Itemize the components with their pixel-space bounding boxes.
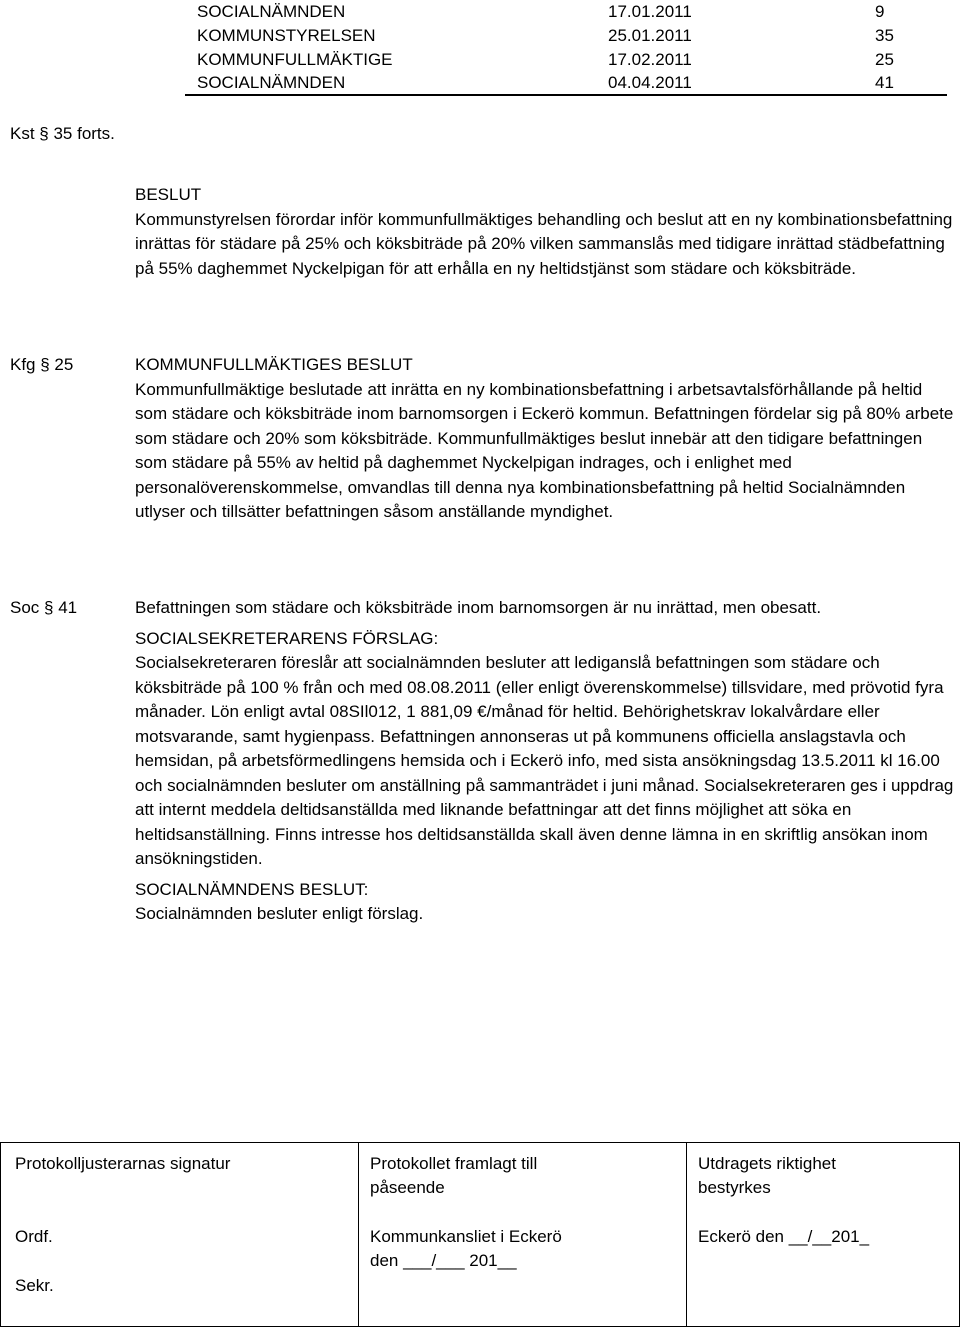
header-date: 17.01.2011: [608, 2, 692, 21]
footer-posted-title: Protokollet framlagt till: [370, 1154, 538, 1173]
section-body: [135, 183, 955, 281]
footer-posted-place: Kommunkansliet i Eckerö: [370, 1227, 562, 1246]
section-heading: SOCIALNÄMNDENS BESLUT:: [135, 879, 369, 899]
section-text: Kommunstyrelsen förordar inför kommunfullmäktiges behandling och beslut att en ny kombinationsbefattning inrättas för städare på 25% och köksbiträde på 20% vilken sammanslås med tidigare inrättad städbefattning på 55% daghemmet Nyckelpigan för att erhålla en ny heltidstjänst som städare och köksbiträde.: [135, 209, 953, 278]
header-date: 25.01.2011: [608, 26, 692, 45]
header-paragraph: 41: [875, 73, 894, 92]
section-text: Socialsekreteraren föreslår att socialnämnden besluter att lediganslå befattningen som städare och köksbiträde på 100 % från och med 08.08.2011 (eller enligt överenskommelse) tillsvidare, med prövotid fyra månader. Lön enligt avtal 08SIl012, 1 881,09 €/månad för heltid. Behörighetskrav lokalvårdare eller motsvarande, samt hygienpass. Befattningen annonseras ut på kommunens officiella anslagstavla och hemsidan, på arbetsförmedlingens hemsida och i Eckerö info, med sista ansökningsdag 13.5.2011 kl 16.00 och socialnämnden besluter om anställning på sammanträdet i juni månad. Socialsekreteraren ges i uppdrag att internt meddela deltidsanställda med liknande befattningar att det finns möjlighet att söka en heltidsanställning. Finns intresse hos deltidsanställda skall även denne lämna in en skriftlig ansökan inom ansökningstiden.: [135, 653, 954, 868]
footer-top-rule: [0, 1142, 960, 1143]
header-table: [0, 0, 960, 97]
header-body: SOCIALNÄMNDEN: [197, 2, 346, 21]
header-body: SOCIALNÄMNDEN: [197, 73, 346, 92]
section-heading: KOMMUNFULLMÄKTIGES BESLUT: [135, 355, 413, 374]
footer-signature-title: Protokolljusterarnas signatur: [15, 1154, 231, 1173]
header-row: [0, 0, 960, 24]
header-row: [0, 48, 960, 72]
header-date: 04.04.2011: [608, 73, 692, 92]
section-body: [135, 596, 955, 927]
section-text: Kommunfullmäktige beslutade att inrätta en ny kombinationsbefattning i arbetsavtalsförhållande på heltid som städare och köksbiträde inom barnomsorgen i Eckerö kommun. Befattningen fördelar sig på 80% arbete som städare och 20% som köksbiträde. Kommunfullmäktiges beslut innebär att den tidigare befattningen som städare på 55% av heltid på daghemmet Nyckelpigan indrages, och i enlighet med personalöverenskommelse, omvandlas till denna nya kombinationsbefattning på heltid Socialnämnden utlyser och tillsätter befattningen såsom anställande myndighet.: [135, 379, 954, 521]
header-body: KOMMUNFULLMÄKTIGE: [197, 50, 393, 69]
header-paragraph: 9: [875, 2, 885, 21]
header-body: KOMMUNSTYRELSEN: [197, 26, 376, 45]
header-row: [0, 24, 960, 48]
continuation-label: Kst § 35 forts.: [10, 124, 115, 143]
section-intro: Befattningen som städare och köksbiträde inom barnomsorgen är nu inrättad, men obesatt.: [135, 598, 822, 617]
footer-ordf: Ordf.: [15, 1227, 53, 1246]
header-paragraph: 25: [875, 50, 894, 69]
footer-divider: [358, 1142, 359, 1327]
section-label: Kfg § 25: [10, 355, 74, 374]
section-heading: BESLUT: [135, 185, 202, 204]
footer-certified-title-2: bestyrkes: [698, 1178, 771, 1197]
header-row: [0, 71, 960, 95]
footer-certified-title: Utdragets riktighet: [698, 1154, 836, 1173]
section-heading: SOCIALSEKRETERARENS FÖRSLAG:: [135, 628, 439, 648]
footer-posted-date: den ___/___ 201__: [370, 1251, 517, 1270]
section-text: Socialnämnden besluter enligt förslag.: [135, 904, 424, 923]
footer-certified-date: Eckerö den __/__201_: [698, 1227, 870, 1246]
footer-divider: [0, 1142, 1, 1327]
footer-sekr: Sekr.: [15, 1276, 54, 1295]
header-date: 17.02.2011: [608, 50, 692, 69]
header-rule: [185, 94, 947, 96]
section-label: Soc § 41: [10, 598, 78, 617]
footer-posted-title-2: påseende: [370, 1178, 445, 1197]
header-paragraph: 35: [875, 26, 894, 45]
section-body: [135, 353, 955, 525]
footer-divider: [686, 1142, 687, 1327]
